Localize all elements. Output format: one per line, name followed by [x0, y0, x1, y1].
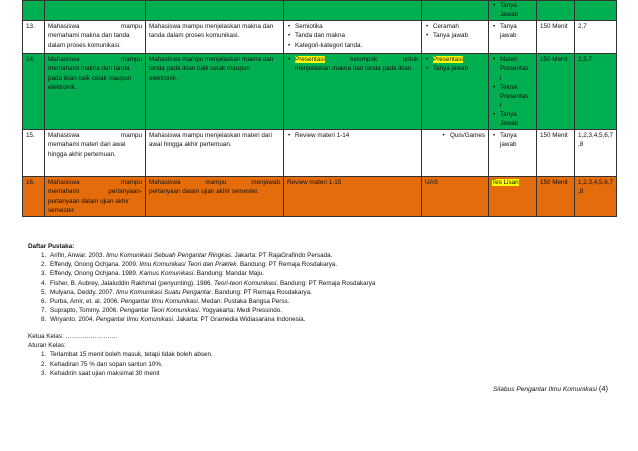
list-item: 8. Wiryanto. 2004. Pengantar Ilmu Komunikasi. Jakarta: PT Gramedia Widiasarana Indonesia. — [48, 315, 608, 324]
class-rules-list — [28, 350, 608, 377]
material-cell — [284, 130, 422, 177]
time-cell: 150 Menit — [537, 54, 575, 130]
reference-cell: 1,2,3,4,5,6,7 ,8 — [575, 177, 617, 217]
list-item: 2. Kehadiran 75 % dan sopan santun 10%. — [48, 360, 608, 369]
competency-cell: Mahasiswa mampu memahami pertanyaan- pertanyaan dalam ujian akhir semester. — [45, 177, 146, 217]
list-item: • Ceramah — [433, 22, 485, 31]
page-footer — [493, 384, 608, 395]
class-rules-title: Aturan Kelas: — [28, 342, 66, 350]
list-item: • Semiotika — [295, 22, 418, 31]
list-item: 2. Effendy, Onong Ochjana. 2009. Ilmu Komunikasi Teori dan Praktek. Bandung: PT Remaja Rosdakarya. — [48, 260, 608, 269]
method-cell: • Materi Presentas i • Teknik Presentas i • Tanya Jawab — [489, 54, 537, 130]
list-item: 4. Fisher, B. Aubrey, Jalaluddin Rakhmat (penyunting). 1986. Teori-teori Komunikasi. Bandung: PT Remaja Rosdakarya — [48, 279, 608, 288]
indicator-cell: Mahasiswa mampu menjelaskan makna dan tanda dalam proses komunikasi. — [146, 21, 284, 54]
list-item: 1. Terlambat 15 menit boleh masuk, tetapi tidak boleh absen. — [48, 350, 608, 359]
material-cell: • Presentasi kelompok untuk menjelaskan makna dan tanda pada iklan. — [284, 54, 422, 130]
reference-cell: 2,5,7 — [575, 54, 617, 130]
competency-cell: Mahasiswa mampu memahami makna dan tanda pada iklan baik cetak maupun elektronik. — [45, 54, 146, 130]
indicator-cell: Mahasiswa mampu menjelaskan makna dan tanda pada iklan baik cetak maupun elektronik. — [146, 54, 284, 130]
competency-cell: Mahasiswa mampu memahami makna dan tanda dalam proses komunikasi. — [45, 21, 146, 54]
list-item: Jawab — [500, 11, 519, 19]
list-item: Presentasi — [433, 56, 463, 64]
list-item: • Kategori-kategori tanda. — [295, 41, 418, 50]
indicator-cell: Mahasiswa mampu menjawab pertanyaan dalam ujian akhir semester. — [146, 177, 284, 217]
material-cell — [284, 21, 422, 54]
bibliography-list — [28, 251, 608, 324]
method-list — [492, 1, 533, 19]
table-row — [23, 21, 617, 54]
table-row — [23, 177, 617, 217]
list-item: • Tanda dan makna — [295, 31, 418, 40]
footer-title: Silabus Pengantar Ilmu Komunikasi — [492, 386, 597, 393]
list-item: • Tanya jawab — [433, 31, 485, 40]
row-number: 14. — [23, 54, 45, 130]
learning-form-cell: UAS — [422, 177, 489, 217]
list-item: 5. Mulyana, Deddy. 2007. Ilmu Komunikasi Suatu Pengantar. Bandung: PT Remaja Rosdakarya. — [48, 288, 608, 297]
method-cell: • Tanya jawab — [489, 21, 537, 54]
row-number: 13. — [23, 21, 45, 54]
material-cell: Review materi 1-15 — [284, 177, 422, 217]
table-row — [23, 1, 617, 21]
page-number: (4) — [598, 384, 608, 393]
learning-form-cell — [422, 21, 489, 54]
list-item: • Tanya jawab — [433, 64, 485, 73]
class-leader-line: Ketua Kelas: ……………………. — [28, 333, 118, 341]
list-item: 3. Effendy, Onong Ochjana. 1989. Kamus Komunikasi. Bandung: Mandar Maju. — [48, 269, 608, 278]
table-row — [23, 54, 617, 130]
reference-cell: 1,2,3,4,5,6,7 ,8 — [575, 130, 617, 177]
table-row — [23, 130, 617, 177]
row-number: 16. — [23, 177, 45, 217]
competency-cell: Mahasiswa mampu memahami materi dari awal hingga akhir pertemuan. — [45, 130, 146, 177]
method-cell: • Tanya jawab — [489, 130, 537, 177]
row-number: 15. — [23, 130, 45, 177]
learning-form-cell: • Quis/Games — [422, 130, 489, 177]
list-item: 3. Kehadirin saat ujian maksimal 30 menit — [48, 369, 608, 378]
time-cell: 150 Menit — [537, 21, 575, 54]
time-cell: 150 Menit — [537, 177, 575, 217]
list-item: Tanya — [500, 2, 517, 9]
document-notes — [28, 242, 608, 378]
list-item: • Review materi 1-14 — [295, 131, 418, 140]
reference-cell: 2,7 — [575, 21, 617, 54]
indicator-cell: Mahasiswa mampu menjelaskan materi dari awal hingga akhir pertemuan. — [146, 130, 284, 177]
list-item: 7. Suprapto, Tommy. 2006. Pengantar Teori Komunikasi. Yogyakarta: Medi Pressindo. — [48, 306, 608, 315]
list-item: 6. Purba, Amir, et. al. 2006. Pengantar Ilmu Komunikasi. Medan: Pustaka Bangsa Perss. — [48, 297, 608, 306]
learning-form-cell — [422, 54, 489, 130]
syllabus-table — [22, 0, 617, 217]
bibliography-title: Daftar Pustaka: — [28, 243, 75, 250]
time-cell: 150 Menit — [537, 130, 575, 177]
method-cell: Tes Lisan — [489, 177, 537, 217]
list-item: 1. Arifin, Anwar. 2003. Ilmu Komunikasi Sebuah Pengantar Ringkas. Jakarta: PT RajaGrafindo Persada. — [48, 251, 608, 260]
